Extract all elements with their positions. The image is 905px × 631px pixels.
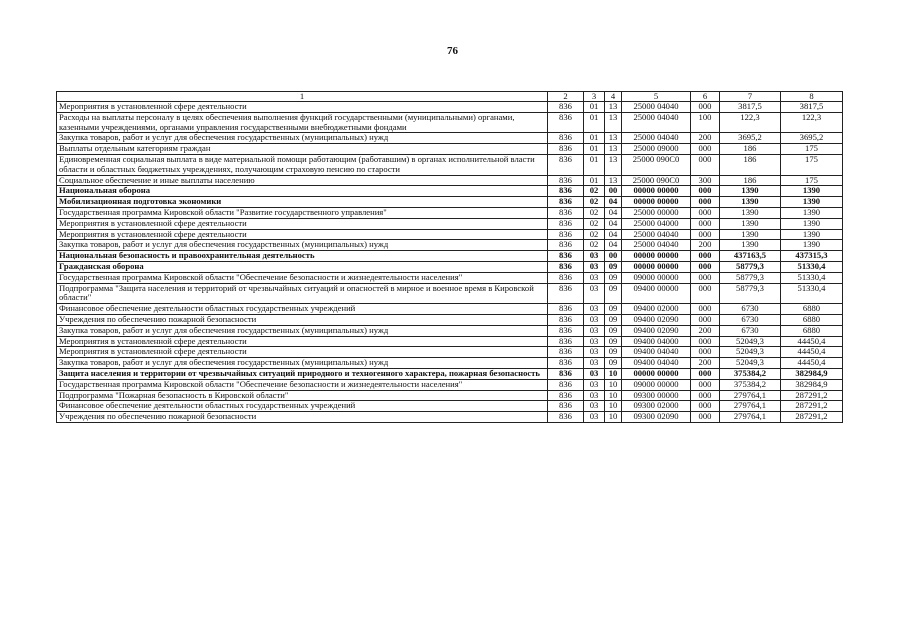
table-body — [57, 102, 843, 423]
table-row — [57, 412, 843, 423]
row-amount-year1-cell: 1390 — [720, 240, 781, 251]
row-expense-type-cell: 000 — [691, 251, 720, 262]
row-expense-type-cell: 000 — [691, 218, 720, 229]
row-section-cell: 03 — [584, 261, 605, 272]
row-target-article-cell: 09400 04000 — [622, 336, 691, 347]
row-target-article-cell: 09000 00000 — [622, 272, 691, 283]
row-amount-year1-cell: 3817,5 — [720, 102, 781, 113]
table-row — [57, 154, 843, 175]
row-expense-type-cell: 000 — [691, 261, 720, 272]
row-amount-year1-cell: 1390 — [720, 197, 781, 208]
row-name-cell: Мероприятия в установленной сфере деятельности — [57, 336, 548, 347]
row-target-article-cell: 09300 00000 — [622, 390, 691, 401]
row-amount-year1-cell: 437163,5 — [720, 251, 781, 262]
row-target-article-cell: 25000 09000 — [622, 144, 691, 155]
row-name-cell: Национальная безопасность и правоохранительная деятельность — [57, 251, 548, 262]
row-name-cell: Закупка товаров, работ и услуг для обеспечения государственных (муниципальных) нужд — [57, 240, 548, 251]
row-amount-year2-cell: 1390 — [781, 229, 843, 240]
row-target-article-cell: 00000 00000 — [622, 368, 691, 379]
row-target-article-cell: 00000 00000 — [622, 186, 691, 197]
row-amount-year2-cell: 382984,9 — [781, 368, 843, 379]
row-section-cell: 03 — [584, 283, 605, 304]
row-amount-year2-cell: 287291,2 — [781, 390, 843, 401]
row-code-cell: 836 — [548, 218, 584, 229]
table-row — [57, 379, 843, 390]
row-code-cell: 836 — [548, 314, 584, 325]
row-subsection-cell: 04 — [605, 197, 622, 208]
row-expense-type-cell: 000 — [691, 401, 720, 412]
row-amount-year1-cell: 52049,3 — [720, 336, 781, 347]
row-name-cell: Мероприятия в установленной сфере деятельности — [57, 347, 548, 358]
row-expense-type-cell: 000 — [691, 412, 720, 423]
row-amount-year1-cell: 375384,2 — [720, 379, 781, 390]
row-section-cell: 01 — [584, 112, 605, 133]
table-row — [57, 186, 843, 197]
row-expense-type-cell: 000 — [691, 207, 720, 218]
row-subsection-cell: 09 — [605, 304, 622, 315]
row-name-cell: Национальная оборона — [57, 186, 548, 197]
row-subsection-cell: 04 — [605, 229, 622, 240]
row-name-cell: Мероприятия в установленной сфере деятельности — [57, 102, 548, 113]
row-amount-year2-cell: 44450,4 — [781, 358, 843, 369]
row-name-cell: Закупка товаров, работ и услуг для обеспечения государственных (муниципальных) нужд — [57, 133, 548, 144]
column-header: 1 — [57, 92, 548, 102]
row-expense-type-cell: 000 — [691, 336, 720, 347]
row-amount-year1-cell: 279764,1 — [720, 390, 781, 401]
row-subsection-cell: 13 — [605, 133, 622, 144]
row-amount-year2-cell: 1390 — [781, 218, 843, 229]
row-target-article-cell: 25000 04040 — [622, 229, 691, 240]
row-subsection-cell: 04 — [605, 240, 622, 251]
column-header: 6 — [691, 92, 720, 102]
row-code-cell: 836 — [548, 154, 584, 175]
row-subsection-cell: 09 — [605, 358, 622, 369]
row-code-cell: 836 — [548, 175, 584, 186]
row-expense-type-cell: 000 — [691, 314, 720, 325]
row-subsection-cell: 09 — [605, 347, 622, 358]
row-name-cell: Подпрограмма "Пожарная безопасность в Кировской области" — [57, 390, 548, 401]
row-amount-year1-cell: 6730 — [720, 304, 781, 315]
row-name-cell: Защита населения и территории от чрезвычайных ситуаций природного и техногенного характера, пожарная безопасность — [57, 368, 548, 379]
row-amount-year1-cell: 58779,3 — [720, 261, 781, 272]
row-amount-year1-cell: 279764,1 — [720, 412, 781, 423]
row-amount-year1-cell: 52049,3 — [720, 358, 781, 369]
row-expense-type-cell: 300 — [691, 175, 720, 186]
row-code-cell: 836 — [548, 112, 584, 133]
row-subsection-cell: 10 — [605, 412, 622, 423]
row-subsection-cell: 04 — [605, 218, 622, 229]
row-target-article-cell: 00000 00000 — [622, 251, 691, 262]
row-amount-year1-cell: 186 — [720, 144, 781, 155]
row-code-cell: 836 — [548, 325, 584, 336]
table-row — [57, 368, 843, 379]
row-subsection-cell: 09 — [605, 272, 622, 283]
row-target-article-cell: 09000 00000 — [622, 379, 691, 390]
row-target-article-cell: 09300 02090 — [622, 412, 691, 423]
row-name-cell: Государственная программа Кировской области "Развитие государственного управления" — [57, 207, 548, 218]
row-code-cell: 836 — [548, 144, 584, 155]
row-amount-year2-cell: 51330,4 — [781, 283, 843, 304]
row-expense-type-cell: 000 — [691, 229, 720, 240]
row-section-cell: 02 — [584, 240, 605, 251]
row-subsection-cell: 09 — [605, 314, 622, 325]
row-subsection-cell: 04 — [605, 207, 622, 218]
row-amount-year1-cell: 3695,2 — [720, 133, 781, 144]
row-name-cell: Финансовое обеспечение деятельности областных государственных учреждений — [57, 401, 548, 412]
row-expense-type-cell: 000 — [691, 102, 720, 113]
row-amount-year2-cell: 6880 — [781, 314, 843, 325]
row-code-cell: 836 — [548, 379, 584, 390]
row-expense-type-cell: 000 — [691, 347, 720, 358]
row-expense-type-cell: 000 — [691, 368, 720, 379]
row-amount-year1-cell: 186 — [720, 175, 781, 186]
row-target-article-cell: 09400 02000 — [622, 304, 691, 315]
row-expense-type-cell: 200 — [691, 325, 720, 336]
row-code-cell: 836 — [548, 272, 584, 283]
table-row — [57, 272, 843, 283]
table-row — [57, 390, 843, 401]
row-expense-type-cell: 000 — [691, 186, 720, 197]
row-amount-year2-cell: 3817,5 — [781, 102, 843, 113]
table-row — [57, 304, 843, 315]
row-amount-year2-cell: 382984,9 — [781, 379, 843, 390]
row-code-cell: 836 — [548, 261, 584, 272]
column-header: 3 — [584, 92, 605, 102]
row-expense-type-cell: 000 — [691, 304, 720, 315]
row-amount-year2-cell: 3695,2 — [781, 133, 843, 144]
row-subsection-cell: 09 — [605, 325, 622, 336]
table-row — [57, 283, 843, 304]
row-amount-year2-cell: 51330,4 — [781, 261, 843, 272]
table-row — [57, 102, 843, 113]
row-section-cell: 03 — [584, 325, 605, 336]
row-code-cell: 836 — [548, 229, 584, 240]
row-expense-type-cell: 200 — [691, 240, 720, 251]
table-row — [57, 207, 843, 218]
row-target-article-cell: 25000 04000 — [622, 218, 691, 229]
row-amount-year2-cell: 1390 — [781, 197, 843, 208]
row-subsection-cell: 10 — [605, 368, 622, 379]
row-section-cell: 03 — [584, 358, 605, 369]
row-target-article-cell: 25000 090С0 — [622, 154, 691, 175]
table-row — [57, 112, 843, 133]
row-code-cell: 836 — [548, 283, 584, 304]
row-section-cell: 03 — [584, 390, 605, 401]
table-row — [57, 251, 843, 262]
row-section-cell: 01 — [584, 154, 605, 175]
row-expense-type-cell: 000 — [691, 379, 720, 390]
column-header: 7 — [720, 92, 781, 102]
table-row — [57, 314, 843, 325]
row-amount-year2-cell: 1390 — [781, 186, 843, 197]
row-subsection-cell: 13 — [605, 144, 622, 155]
row-code-cell: 836 — [548, 401, 584, 412]
row-section-cell: 03 — [584, 251, 605, 262]
row-section-cell: 01 — [584, 102, 605, 113]
column-header: 8 — [781, 92, 843, 102]
row-code-cell: 836 — [548, 368, 584, 379]
row-amount-year2-cell: 287291,2 — [781, 412, 843, 423]
row-amount-year1-cell: 375384,2 — [720, 368, 781, 379]
row-code-cell: 836 — [548, 240, 584, 251]
row-expense-type-cell: 000 — [691, 283, 720, 304]
row-amount-year2-cell: 6880 — [781, 325, 843, 336]
row-amount-year2-cell: 1390 — [781, 207, 843, 218]
column-header: 5 — [622, 92, 691, 102]
row-code-cell: 836 — [548, 197, 584, 208]
row-amount-year2-cell: 175 — [781, 175, 843, 186]
row-target-article-cell: 09400 00000 — [622, 283, 691, 304]
row-name-cell: Государственная программа Кировской области "Обеспечение безопасности и жизнедеятельности населения" — [57, 272, 548, 283]
row-target-article-cell: 25000 04040 — [622, 102, 691, 113]
row-subsection-cell: 10 — [605, 379, 622, 390]
column-header: 2 — [548, 92, 584, 102]
row-subsection-cell: 13 — [605, 102, 622, 113]
row-target-article-cell: 25000 04040 — [622, 133, 691, 144]
row-amount-year2-cell: 287291,2 — [781, 401, 843, 412]
row-amount-year1-cell: 1390 — [720, 218, 781, 229]
page-number: 76 — [447, 45, 458, 57]
row-expense-type-cell: 200 — [691, 133, 720, 144]
row-section-cell: 03 — [584, 336, 605, 347]
row-section-cell: 03 — [584, 314, 605, 325]
row-name-cell: Государственная программа Кировской области "Обеспечение безопасности и жизнедеятельности населения" — [57, 379, 548, 390]
row-name-cell: Закупка товаров, работ и услуг для обеспечения государственных (муниципальных) нужд — [57, 358, 548, 369]
row-amount-year2-cell: 44450,4 — [781, 347, 843, 358]
row-name-cell: Подпрограмма "Защита населения и территорий от чрезвычайных ситуаций и опасностей в мирное и военное время в Кировской области" — [57, 283, 548, 304]
row-code-cell: 836 — [548, 336, 584, 347]
row-code-cell: 836 — [548, 102, 584, 113]
budget-table — [56, 91, 843, 423]
row-name-cell: Учреждения по обеспечению пожарной безопасности — [57, 314, 548, 325]
row-amount-year2-cell: 175 — [781, 154, 843, 175]
row-section-cell: 01 — [584, 175, 605, 186]
row-amount-year1-cell: 52049,3 — [720, 347, 781, 358]
row-name-cell: Расходы на выплаты персоналу в целях обеспечения выполнения функций государственными (муниципальными) органами, казенными учреждениями, органами управления государственными внебюджетными фондами — [57, 112, 548, 133]
row-target-article-cell: 25000 04040 — [622, 240, 691, 251]
row-name-cell: Мероприятия в установленной сфере деятельности — [57, 229, 548, 240]
table-row — [57, 347, 843, 358]
table-row — [57, 261, 843, 272]
table-row — [57, 358, 843, 369]
table-row — [57, 240, 843, 251]
row-subsection-cell: 09 — [605, 336, 622, 347]
row-target-article-cell: 09400 04040 — [622, 347, 691, 358]
table-row — [57, 336, 843, 347]
row-section-cell: 01 — [584, 144, 605, 155]
row-name-cell: Закупка товаров, работ и услуг для обеспечения государственных (муниципальных) нужд — [57, 325, 548, 336]
row-target-article-cell: 09400 02090 — [622, 325, 691, 336]
row-name-cell: Гражданская оборона — [57, 261, 548, 272]
row-amount-year1-cell: 279764,1 — [720, 401, 781, 412]
row-subsection-cell: 09 — [605, 261, 622, 272]
row-expense-type-cell: 000 — [691, 154, 720, 175]
table-row — [57, 197, 843, 208]
row-section-cell: 02 — [584, 229, 605, 240]
row-code-cell: 836 — [548, 412, 584, 423]
row-subsection-cell: 13 — [605, 112, 622, 133]
table-row — [57, 133, 843, 144]
row-subsection-cell: 10 — [605, 390, 622, 401]
row-code-cell: 836 — [548, 358, 584, 369]
row-section-cell: 02 — [584, 218, 605, 229]
column-header: 4 — [605, 92, 622, 102]
row-name-cell: Учреждения по обеспечению пожарной безопасности — [57, 412, 548, 423]
table-row — [57, 325, 843, 336]
row-name-cell: Выплаты отдельным категориям граждан — [57, 144, 548, 155]
row-section-cell: 03 — [584, 412, 605, 423]
row-code-cell: 836 — [548, 304, 584, 315]
row-expense-type-cell: 100 — [691, 112, 720, 133]
row-section-cell: 02 — [584, 186, 605, 197]
row-target-article-cell: 25000 00000 — [622, 207, 691, 218]
row-code-cell: 836 — [548, 390, 584, 401]
row-amount-year1-cell: 1390 — [720, 229, 781, 240]
row-expense-type-cell: 200 — [691, 358, 720, 369]
row-name-cell: Единовременная социальная выплата в виде материальной помощи работающим (работавшим) в органах исполнительной власти области и областных бюджетных учреждениях, получающим страховую пенсию по старости — [57, 154, 548, 175]
row-code-cell: 836 — [548, 347, 584, 358]
row-subsection-cell: 09 — [605, 283, 622, 304]
row-section-cell: 03 — [584, 304, 605, 315]
table-row — [57, 229, 843, 240]
table-row — [57, 175, 843, 186]
row-name-cell: Мобилизационная подготовка экономики — [57, 197, 548, 208]
row-amount-year2-cell: 51330,4 — [781, 272, 843, 283]
row-subsection-cell: 00 — [605, 186, 622, 197]
row-target-article-cell: 09300 02000 — [622, 401, 691, 412]
row-amount-year2-cell: 1390 — [781, 240, 843, 251]
row-amount-year2-cell: 44450,4 — [781, 336, 843, 347]
row-amount-year1-cell: 6730 — [720, 325, 781, 336]
table-row — [57, 218, 843, 229]
row-code-cell: 836 — [548, 133, 584, 144]
row-section-cell: 03 — [584, 272, 605, 283]
table-row — [57, 401, 843, 412]
row-section-cell: 02 — [584, 197, 605, 208]
row-name-cell: Финансовое обеспечение деятельности областных государственных учреждений — [57, 304, 548, 315]
row-target-article-cell: 00000 00000 — [622, 261, 691, 272]
row-amount-year1-cell: 1390 — [720, 207, 781, 218]
row-amount-year1-cell: 122,3 — [720, 112, 781, 133]
row-section-cell: 01 — [584, 133, 605, 144]
row-target-article-cell: 09400 02090 — [622, 314, 691, 325]
row-subsection-cell: 00 — [605, 251, 622, 262]
row-section-cell: 03 — [584, 368, 605, 379]
table-header-row — [57, 92, 843, 102]
row-expense-type-cell: 000 — [691, 390, 720, 401]
row-expense-type-cell: 000 — [691, 144, 720, 155]
row-name-cell: Мероприятия в установленной сфере деятельности — [57, 218, 548, 229]
row-amount-year2-cell: 122,3 — [781, 112, 843, 133]
row-subsection-cell: 10 — [605, 401, 622, 412]
row-amount-year2-cell: 175 — [781, 144, 843, 155]
row-amount-year1-cell: 6730 — [720, 314, 781, 325]
row-code-cell: 836 — [548, 207, 584, 218]
table-row — [57, 144, 843, 155]
row-code-cell: 836 — [548, 186, 584, 197]
row-amount-year2-cell: 437315,3 — [781, 251, 843, 262]
row-amount-year2-cell: 6880 — [781, 304, 843, 315]
row-amount-year1-cell: 1390 — [720, 186, 781, 197]
row-subsection-cell: 13 — [605, 175, 622, 186]
row-target-article-cell: 09400 04040 — [622, 358, 691, 369]
row-code-cell: 836 — [548, 251, 584, 262]
row-name-cell: Социальное обеспечение и иные выплаты населению — [57, 175, 548, 186]
row-section-cell: 03 — [584, 379, 605, 390]
row-target-article-cell: 25000 090С0 — [622, 175, 691, 186]
row-expense-type-cell: 000 — [691, 272, 720, 283]
row-amount-year1-cell: 58779,3 — [720, 272, 781, 283]
row-section-cell: 03 — [584, 401, 605, 412]
row-expense-type-cell: 000 — [691, 197, 720, 208]
row-amount-year1-cell: 58779,3 — [720, 283, 781, 304]
row-section-cell: 03 — [584, 347, 605, 358]
row-subsection-cell: 13 — [605, 154, 622, 175]
row-amount-year1-cell: 186 — [720, 154, 781, 175]
row-target-article-cell: 25000 04040 — [622, 112, 691, 133]
row-section-cell: 02 — [584, 207, 605, 218]
row-target-article-cell: 00000 00000 — [622, 197, 691, 208]
